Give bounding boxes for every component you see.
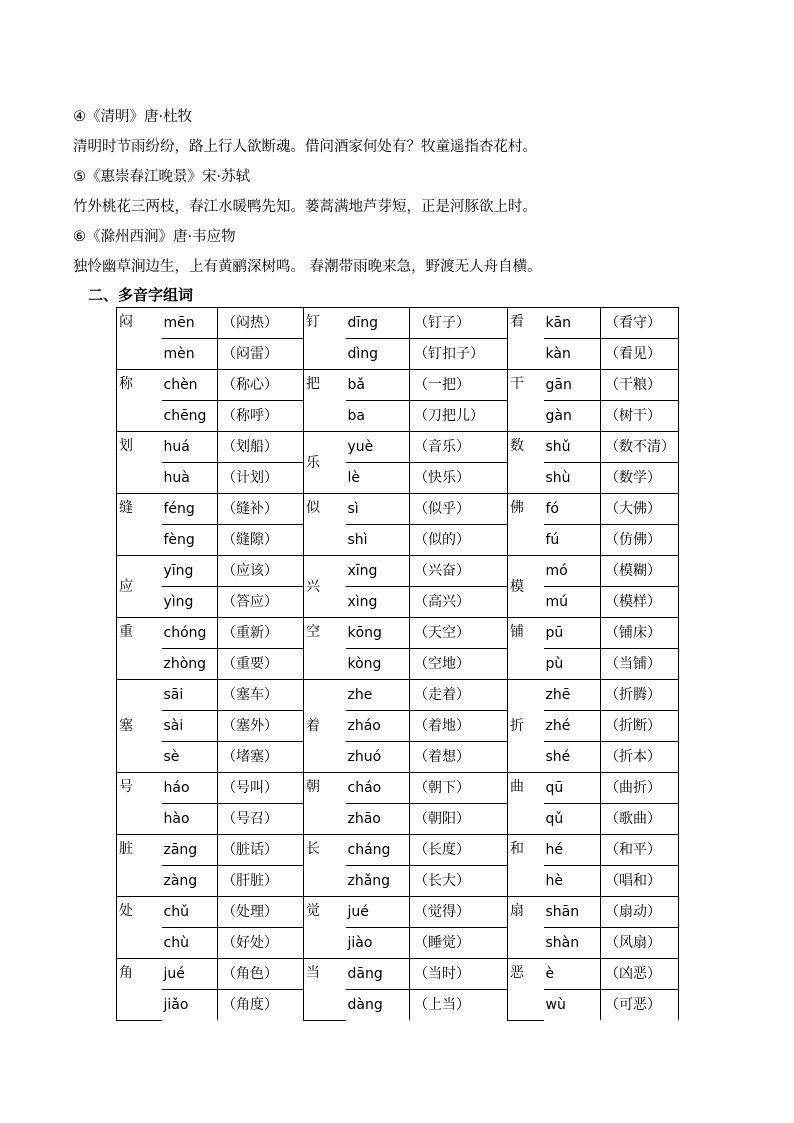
word-cell: （朝阳） bbox=[410, 804, 508, 835]
polyphonic-char: 模 bbox=[508, 556, 544, 618]
pinyin-cell: kàn bbox=[544, 339, 601, 370]
table-row bbox=[117, 897, 679, 928]
word-cell: （长大） bbox=[410, 866, 508, 897]
pinyin-cell: mó bbox=[544, 556, 601, 587]
pinyin-cell: shì bbox=[346, 525, 410, 556]
pinyin-cell: hé bbox=[544, 835, 601, 866]
pinyin-cell: zhé bbox=[544, 711, 601, 742]
polyphonic-char: 兴 bbox=[304, 556, 346, 618]
polyphonic-char: 空 bbox=[304, 618, 346, 680]
pinyin-cell: dīng bbox=[346, 308, 410, 339]
pinyin-cell: zhe bbox=[346, 680, 410, 711]
table-row bbox=[117, 959, 679, 990]
word-cell: （曲折） bbox=[601, 773, 679, 804]
word-cell: （走着） bbox=[410, 680, 508, 711]
word-cell: （折本） bbox=[601, 742, 679, 773]
table-row bbox=[117, 866, 679, 897]
word-cell: （天空） bbox=[410, 618, 508, 649]
polyphonic-char: 角 bbox=[117, 959, 162, 1021]
polyphonic-char: 觉 bbox=[304, 897, 346, 959]
pinyin-cell: yīng bbox=[162, 556, 218, 587]
polyphonic-char: 折 bbox=[508, 680, 544, 773]
table-row bbox=[117, 928, 679, 959]
pinyin-cell: zhē bbox=[544, 680, 601, 711]
pinyin-cell: mèn bbox=[162, 339, 218, 370]
word-cell: （快乐） bbox=[410, 463, 508, 494]
poem-text-5: 竹外桃花三两枝，春江水暖鸭先知。蒌蒿满地芦芽短，正是河豚欲上时。 bbox=[73, 199, 537, 215]
polyphonic-char: 处 bbox=[117, 897, 162, 959]
table-row bbox=[117, 556, 679, 587]
table-row bbox=[117, 618, 679, 649]
word-cell: （钉子） bbox=[410, 308, 508, 339]
word-cell: （称心） bbox=[218, 370, 304, 401]
pinyin-cell: gàn bbox=[544, 401, 601, 432]
word-cell: （风扇） bbox=[601, 928, 679, 959]
polyphonic-char: 数 bbox=[508, 432, 544, 494]
polyphonic-char: 钉 bbox=[304, 308, 346, 370]
word-cell: （凶恶） bbox=[601, 959, 679, 990]
word-cell: （大佛） bbox=[601, 494, 679, 525]
polyphonic-char: 应 bbox=[117, 556, 162, 618]
polyphonic-char: 干 bbox=[508, 370, 544, 432]
table-row bbox=[117, 711, 679, 742]
polyphonic-char: 闷 bbox=[117, 308, 162, 370]
polyphonic-char: 恶 bbox=[508, 959, 544, 1021]
pinyin-cell: shù bbox=[544, 463, 601, 494]
word-cell: （闷热） bbox=[218, 308, 304, 339]
table-row bbox=[117, 339, 679, 370]
word-cell: （朝下） bbox=[410, 773, 508, 804]
word-cell: （肝脏） bbox=[218, 866, 304, 897]
pinyin-cell: sài bbox=[162, 711, 218, 742]
word-cell: （长度） bbox=[410, 835, 508, 866]
word-cell: （仿佛） bbox=[601, 525, 679, 556]
polyphonic-char: 朝 bbox=[304, 773, 346, 835]
polyphonic-char: 铺 bbox=[508, 618, 544, 680]
pinyin-cell: jué bbox=[162, 959, 218, 990]
word-cell: （计划） bbox=[218, 463, 304, 494]
word-cell: （树干） bbox=[601, 401, 679, 432]
pinyin-cell: qǔ bbox=[544, 804, 601, 835]
poem-title-5: ⑤《惠崇春江晚景》宋·苏轼 bbox=[73, 169, 251, 185]
pinyin-cell: zháo bbox=[346, 711, 410, 742]
pinyin-cell: jiào bbox=[346, 928, 410, 959]
table-row bbox=[117, 432, 679, 463]
table-row bbox=[117, 525, 679, 556]
word-cell: （应该） bbox=[218, 556, 304, 587]
pinyin-cell: chù bbox=[162, 928, 218, 959]
word-cell: （着地） bbox=[410, 711, 508, 742]
pinyin-cell: jiǎo bbox=[162, 990, 218, 1021]
word-cell: （上当） bbox=[410, 990, 508, 1021]
table-row bbox=[117, 742, 679, 773]
table-row bbox=[117, 649, 679, 680]
pinyin-cell: féng bbox=[162, 494, 218, 525]
word-cell: （可恶） bbox=[601, 990, 679, 1021]
word-cell: （脏话） bbox=[218, 835, 304, 866]
word-cell: （空地） bbox=[410, 649, 508, 680]
word-cell: （数学） bbox=[601, 463, 679, 494]
pinyin-cell: háo bbox=[162, 773, 218, 804]
word-cell: （塞外） bbox=[218, 711, 304, 742]
pinyin-cell: hè bbox=[544, 866, 601, 897]
pinyin-cell: kòng bbox=[346, 649, 410, 680]
word-cell: （着想） bbox=[410, 742, 508, 773]
polyphonic-char: 划 bbox=[117, 432, 162, 494]
table-row bbox=[117, 494, 679, 525]
word-cell: （兴奋） bbox=[410, 556, 508, 587]
polyphonic-char: 缝 bbox=[117, 494, 162, 556]
polyphonic-char: 重 bbox=[117, 618, 162, 680]
table-row bbox=[117, 401, 679, 432]
pinyin-cell: wù bbox=[544, 990, 601, 1021]
pinyin-cell: dìng bbox=[346, 339, 410, 370]
pinyin-cell: xìng bbox=[346, 587, 410, 618]
polyphonic-char: 佛 bbox=[508, 494, 544, 556]
pinyin-cell: fèng bbox=[162, 525, 218, 556]
polyphonic-char: 乐 bbox=[304, 432, 346, 494]
pinyin-cell: dàng bbox=[346, 990, 410, 1021]
pinyin-cell: zhuó bbox=[346, 742, 410, 773]
pinyin-cell: mú bbox=[544, 587, 601, 618]
pinyin-cell: bǎ bbox=[346, 370, 410, 401]
word-cell: （看守） bbox=[601, 308, 679, 339]
word-cell: （一把） bbox=[410, 370, 508, 401]
word-cell: （缝补） bbox=[218, 494, 304, 525]
word-cell: （缝隙） bbox=[218, 525, 304, 556]
polyphonic-char: 脏 bbox=[117, 835, 162, 897]
pinyin-cell: kōng bbox=[346, 618, 410, 649]
pinyin-cell: chēng bbox=[162, 401, 218, 432]
polyphonic-char: 长 bbox=[304, 835, 346, 897]
pinyin-cell: sāi bbox=[162, 680, 218, 711]
word-cell: （高兴） bbox=[410, 587, 508, 618]
table-row bbox=[117, 680, 679, 711]
word-cell: （答应） bbox=[218, 587, 304, 618]
word-cell: （音乐） bbox=[410, 432, 508, 463]
word-cell: （闷雷） bbox=[218, 339, 304, 370]
word-cell: （号叫） bbox=[218, 773, 304, 804]
pinyin-cell: chèn bbox=[162, 370, 218, 401]
poem-title-4: ④《清明》唐·杜牧 bbox=[73, 109, 193, 125]
pinyin-cell: ba bbox=[346, 401, 410, 432]
word-cell: （睡觉） bbox=[410, 928, 508, 959]
word-cell: （模样） bbox=[601, 587, 679, 618]
word-cell: （角度） bbox=[218, 990, 304, 1021]
word-cell: （看见） bbox=[601, 339, 679, 370]
pinyin-cell: yìng bbox=[162, 587, 218, 618]
polyphonic-table-body bbox=[117, 308, 679, 1021]
pinyin-cell: pū bbox=[544, 618, 601, 649]
word-cell: （数不清） bbox=[601, 432, 679, 463]
word-cell: （似乎） bbox=[410, 494, 508, 525]
polyphonic-char: 曲 bbox=[508, 773, 544, 835]
word-cell: （扇动） bbox=[601, 897, 679, 928]
word-cell: （重新） bbox=[218, 618, 304, 649]
table-row bbox=[117, 308, 679, 339]
word-cell: （刀把儿） bbox=[410, 401, 508, 432]
word-cell: （干粮） bbox=[601, 370, 679, 401]
word-cell: （角色） bbox=[218, 959, 304, 990]
word-cell: （和平） bbox=[601, 835, 679, 866]
word-cell: （堵塞） bbox=[218, 742, 304, 773]
word-cell: （当铺） bbox=[601, 649, 679, 680]
pinyin-cell: jué bbox=[346, 897, 410, 928]
pinyin-cell: huà bbox=[162, 463, 218, 494]
pinyin-cell: chóng bbox=[162, 618, 218, 649]
polyphonic-char: 和 bbox=[508, 835, 544, 897]
pinyin-cell: huá bbox=[162, 432, 218, 463]
pinyin-cell: chǔ bbox=[162, 897, 218, 928]
section-heading: 二、多音字组词 bbox=[88, 286, 194, 304]
pinyin-cell: zhǎng bbox=[346, 866, 410, 897]
table-row bbox=[117, 990, 679, 1021]
pinyin-cell: sè bbox=[162, 742, 218, 773]
word-cell: （重要） bbox=[218, 649, 304, 680]
word-cell: （当时） bbox=[410, 959, 508, 990]
table-row bbox=[117, 804, 679, 835]
pinyin-cell: lè bbox=[346, 463, 410, 494]
word-cell: （折断） bbox=[601, 711, 679, 742]
poem-text-6: 独怜幽草涧边生，上有黄鹂深树鸣。 春潮带雨晚来急，野渡无人舟自横。 bbox=[73, 259, 542, 275]
pinyin-cell: mēn bbox=[162, 308, 218, 339]
pinyin-cell: zhāo bbox=[346, 804, 410, 835]
word-cell: （划船） bbox=[218, 432, 304, 463]
polyphonic-char: 似 bbox=[304, 494, 346, 556]
polyphonic-char: 看 bbox=[508, 308, 544, 370]
word-cell: （钉扣子） bbox=[410, 339, 508, 370]
word-cell: （称呼） bbox=[218, 401, 304, 432]
word-cell: （模糊） bbox=[601, 556, 679, 587]
word-cell: （觉得） bbox=[410, 897, 508, 928]
polyphonic-char: 号 bbox=[117, 773, 162, 835]
table-row bbox=[117, 773, 679, 804]
pinyin-cell: shān bbox=[544, 897, 601, 928]
pinyin-cell: qū bbox=[544, 773, 601, 804]
pinyin-cell: sì bbox=[346, 494, 410, 525]
word-cell: （歌曲） bbox=[601, 804, 679, 835]
pinyin-cell: kān bbox=[544, 308, 601, 339]
polyphonic-char: 着 bbox=[304, 680, 346, 773]
poem-title-6: ⑥《滁州西涧》唐·韦应物 bbox=[73, 229, 236, 245]
pinyin-cell: pù bbox=[544, 649, 601, 680]
pinyin-cell: cháo bbox=[346, 773, 410, 804]
pinyin-cell: yuè bbox=[346, 432, 410, 463]
pinyin-cell: dāng bbox=[346, 959, 410, 990]
pinyin-cell: è bbox=[544, 959, 601, 990]
word-cell: （塞车） bbox=[218, 680, 304, 711]
pinyin-cell: shàn bbox=[544, 928, 601, 959]
word-cell: （铺床） bbox=[601, 618, 679, 649]
pinyin-cell: shǔ bbox=[544, 432, 601, 463]
pinyin-cell: gān bbox=[544, 370, 601, 401]
table-row bbox=[117, 587, 679, 618]
word-cell: （处理） bbox=[218, 897, 304, 928]
pinyin-cell: fú bbox=[544, 525, 601, 556]
polyphonic-char: 扇 bbox=[508, 897, 544, 959]
table-row bbox=[117, 463, 679, 494]
pinyin-cell: zhòng bbox=[162, 649, 218, 680]
word-cell: （唱和） bbox=[601, 866, 679, 897]
pinyin-cell: cháng bbox=[346, 835, 410, 866]
word-cell: （似的） bbox=[410, 525, 508, 556]
poem-text-4: 清明时节雨纷纷，路上行人欲断魂。借问酒家何处有？牧童遥指杏花村。 bbox=[73, 139, 537, 155]
pinyin-cell: xīng bbox=[346, 556, 410, 587]
pinyin-cell: hào bbox=[162, 804, 218, 835]
word-cell: （号召） bbox=[218, 804, 304, 835]
pinyin-cell: shé bbox=[544, 742, 601, 773]
word-cell: （折腾） bbox=[601, 680, 679, 711]
pinyin-cell: zàng bbox=[162, 866, 218, 897]
pinyin-cell: fó bbox=[544, 494, 601, 525]
table-row bbox=[117, 835, 679, 866]
pinyin-cell: zāng bbox=[162, 835, 218, 866]
word-cell: （好处） bbox=[218, 928, 304, 959]
polyphonic-char: 称 bbox=[117, 370, 162, 432]
polyphonic-char: 当 bbox=[304, 959, 346, 1021]
polyphonic-char: 塞 bbox=[117, 680, 162, 773]
table-row bbox=[117, 370, 679, 401]
polyphonic-table bbox=[116, 307, 679, 1021]
polyphonic-char: 把 bbox=[304, 370, 346, 432]
